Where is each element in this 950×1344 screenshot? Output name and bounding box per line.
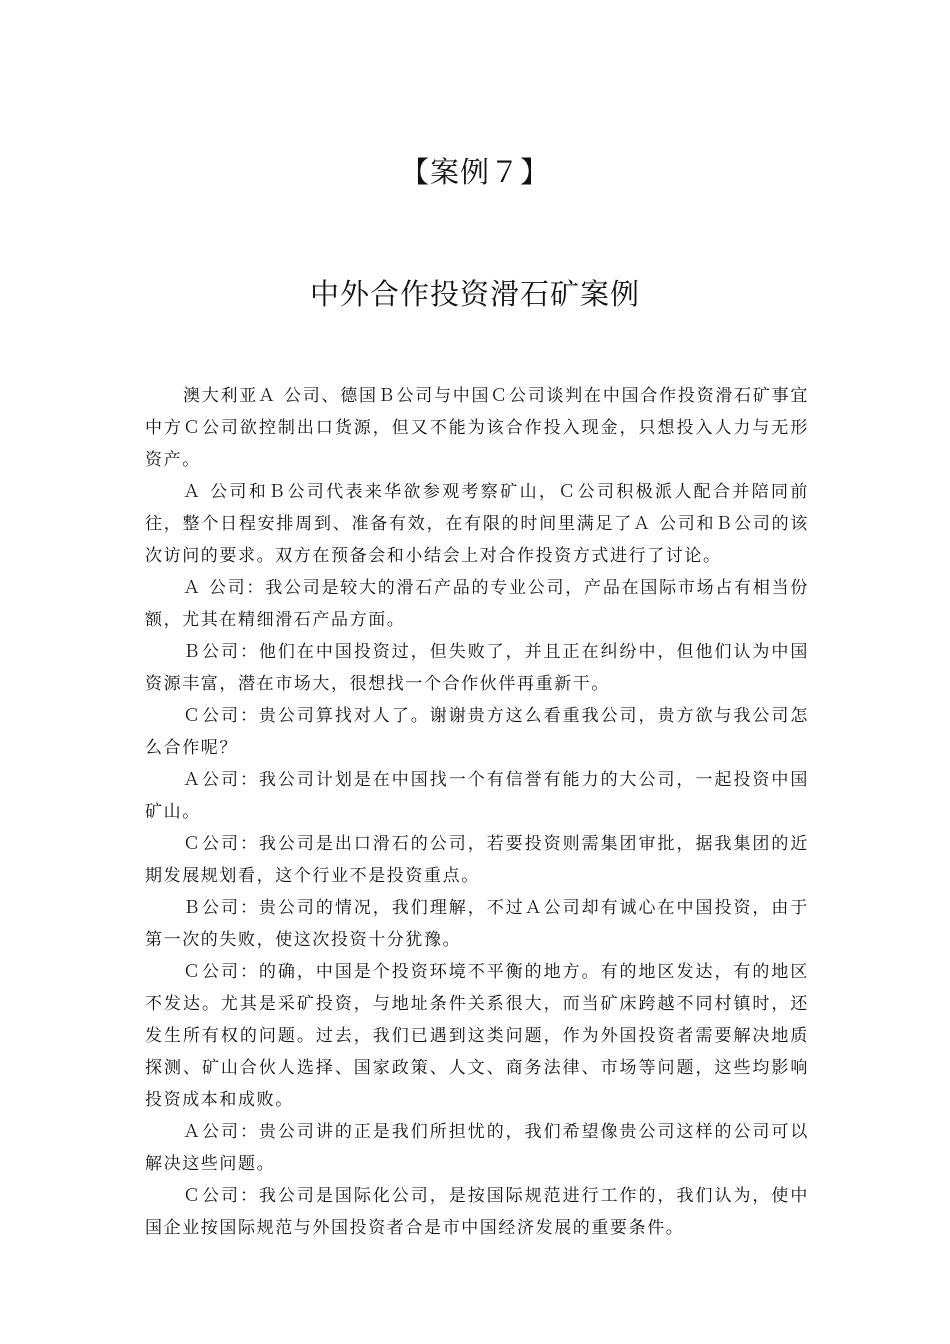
paragraph: Ｂ公司：贵公司的情况，我们理解，不过Ａ公司却有诚心在中国投资，由于第一次的失败，使这次投资十分犹豫。 (145, 898, 809, 950)
case-label: 【案例７】 (399, 155, 550, 189)
paragraph: Ｂ公司：他们在中国投资过，但失败了，并且正在纠纷中，但他们认为中国资源丰富，潜在市场大，很想找一个合作伙伴再重新干。 (145, 642, 809, 694)
document-body (145, 380, 809, 1244)
document-title: 中外合作投资滑石矿案例 (309, 277, 640, 311)
paragraph: Ａ公司：贵公司讲的正是我们所担忧的，我们希望像贵公司这样的公司可以解决这些问题。 (145, 1122, 809, 1174)
paragraph: Ｃ公司：我公司是国际化公司，是按国际规范进行工作的，我们认为，使中国企业按国际规范与外国投资者合是市中国经济发展的重要条件。 (145, 1186, 809, 1238)
paragraph: 澳大利亚Ａ 公司、德国Ｂ公司与中国Ｃ公司谈判在中国合作投资滑石矿事宜中方Ｃ公司欲控制出口货源，但又不能为该合作投入现金，只想投入人力与无形资产。 (145, 386, 809, 470)
paragraph: Ａ公司：我公司计划是在中国找一个有信誉有能力的大公司，一起投资中国矿山。 (145, 770, 809, 822)
paragraph: Ｃ公司：我公司是出口滑石的公司，若要投资则需集团审批，据我集团的近期发展规划看，这个行业不是投资重点。 (145, 834, 809, 886)
paragraph: Ｃ公司：的确，中国是个投资环境不平衡的地方。有的地区发达，有的地区不发达。尤其是采矿投资，与地址条件关系很大，而当矿床跨越不同村镇时，还发生所有权的问题。过去，我们已遇到这类问题，作为外国投资者需要解决地质探测、矿山合伙人选择、国家政策、人文、商务法律、市场等问题，这些均影响投资成本和成败。 (145, 962, 809, 1110)
paragraph: Ｃ公司：贵公司算找对人了。谢谢贵方这么看重我公司，贵方欲与我公司怎么合作呢？ (145, 706, 809, 758)
paragraph: Ａ 公司和Ｂ公司代表来华欲参观考察矿山，Ｃ公司积极派人配合并陪同前往，整个日程安排周到、准备有效，在有限的时间里满足了Ａ 公司和Ｂ公司的该次访问的要求。双方在预备会和小结会上对合作投资方式进行了讨论。 (145, 482, 809, 566)
paragraph: Ａ 公司：我公司是较大的滑石产品的专业公司，产品在国际市场占有相当份额，尤其在精细滑石产品方面。 (145, 578, 809, 630)
